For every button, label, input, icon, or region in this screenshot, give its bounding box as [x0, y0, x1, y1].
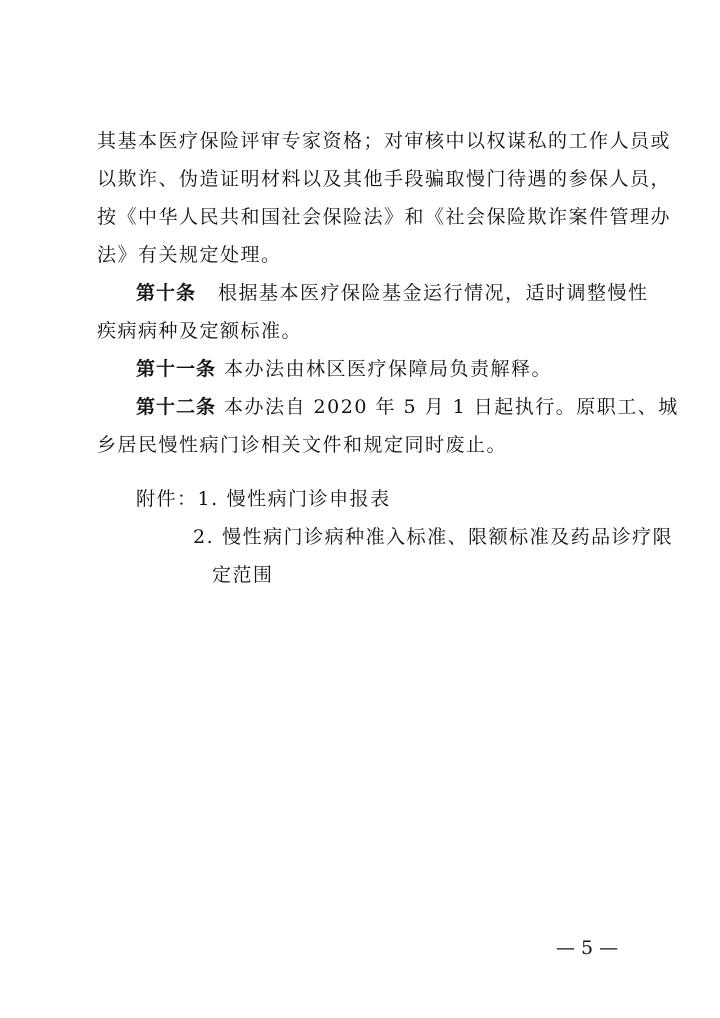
- article-11: [136, 355, 552, 383]
- article-10: [136, 279, 649, 307]
- article-12-text: 本办法自 2020 年 5 月 1 日起执行。原职工、城: [224, 396, 679, 418]
- article-12-heading: 第十二条: [136, 396, 217, 418]
- attachment-2-number: 2.: [193, 526, 215, 548]
- attachment-1: [136, 485, 391, 513]
- article-10-continuation: 疾病病种及定额标准。: [97, 320, 303, 342]
- article-10-text: 根据基本医疗保险基金运行情况，适时调整慢性: [218, 282, 649, 304]
- body-line-1: 其基本医疗保险评审专家资格；对审核中以权谋私的工作人员或: [97, 130, 672, 152]
- body-line-2: 以欺诈、伪造证明材料以及其他手段骗取慢门待遇的参保人员，: [97, 168, 672, 190]
- attachment-2-continuation: 定范围: [212, 564, 274, 586]
- attachment-1-number: 1.: [197, 488, 219, 510]
- page-number: — 5 —: [556, 937, 619, 959]
- attachment-1-text: 慢性病门诊申报表: [226, 488, 391, 510]
- article-12: [136, 393, 679, 421]
- attachment-label: 附件：: [136, 488, 198, 510]
- attachment-2-text: 慢性病门诊病种准入标准、限额标准及药品诊疗限: [222, 526, 674, 548]
- body-line-4: 法》有关规定处理。: [97, 244, 282, 266]
- body-line-3: 按《中华人民共和国社会保险法》和《社会保险欺诈案件管理办: [97, 206, 672, 228]
- article-11-heading: 第十一条: [136, 358, 217, 380]
- article-10-heading: 第十条: [136, 282, 197, 304]
- article-11-text: 本办法由林区医疗保障局负责解释。: [224, 358, 553, 380]
- attachment-2: [193, 523, 673, 551]
- article-12-continuation: 乡居民慢性病门诊相关文件和规定同时废止。: [97, 434, 508, 456]
